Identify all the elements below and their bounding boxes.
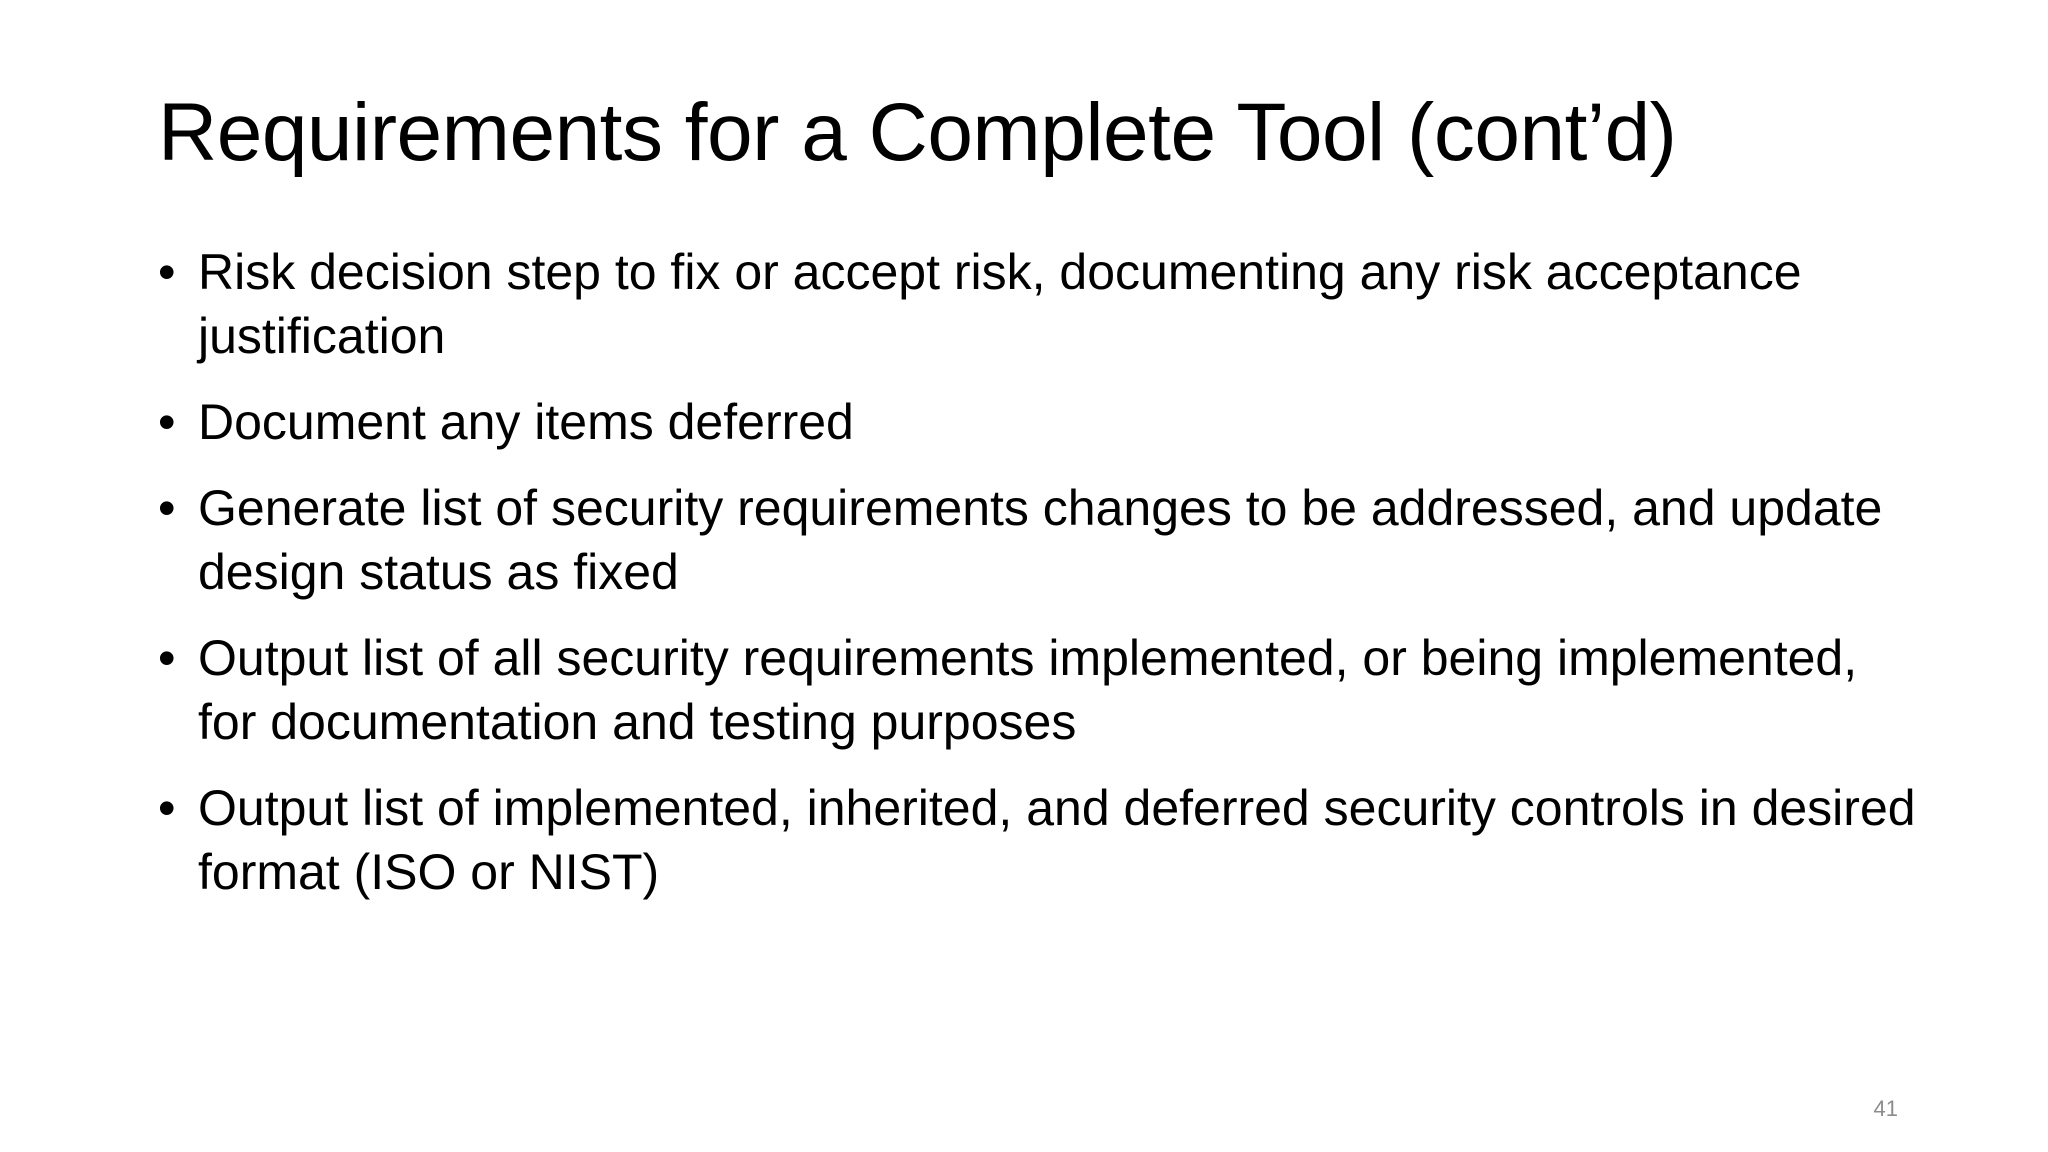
bullet-icon: • <box>158 480 176 536</box>
bullet-text: Risk decision step to fix or accept risk, documenting any risk acceptance justification <box>198 244 1802 364</box>
bullet-item <box>158 476 1918 604</box>
bullet-icon: • <box>158 780 176 836</box>
bullet-list <box>158 240 1918 926</box>
bullet-item <box>158 776 1918 904</box>
bullet-item <box>158 390 1918 454</box>
bullet-text: Output list of all security requirements implemented, or being implemented, for documentation and testing purposes <box>198 630 1858 750</box>
page-number: 41 <box>1873 1096 1898 1121</box>
bullet-text: Generate list of security requirements changes to be addressed, and update design status as fixed <box>198 480 1883 600</box>
slide-title: Requirements for a Complete Tool (cont’d) <box>158 87 1677 178</box>
bullet-item <box>158 240 1918 368</box>
bullet-icon: • <box>158 630 176 686</box>
bullet-icon: • <box>158 244 176 300</box>
bullet-text: Output list of implemented, inherited, and deferred security controls in desired format (ISO or NIST) <box>198 780 1916 900</box>
bullet-text: Document any items deferred <box>198 394 854 450</box>
bullet-item <box>158 626 1918 754</box>
bullet-icon: • <box>158 394 176 450</box>
